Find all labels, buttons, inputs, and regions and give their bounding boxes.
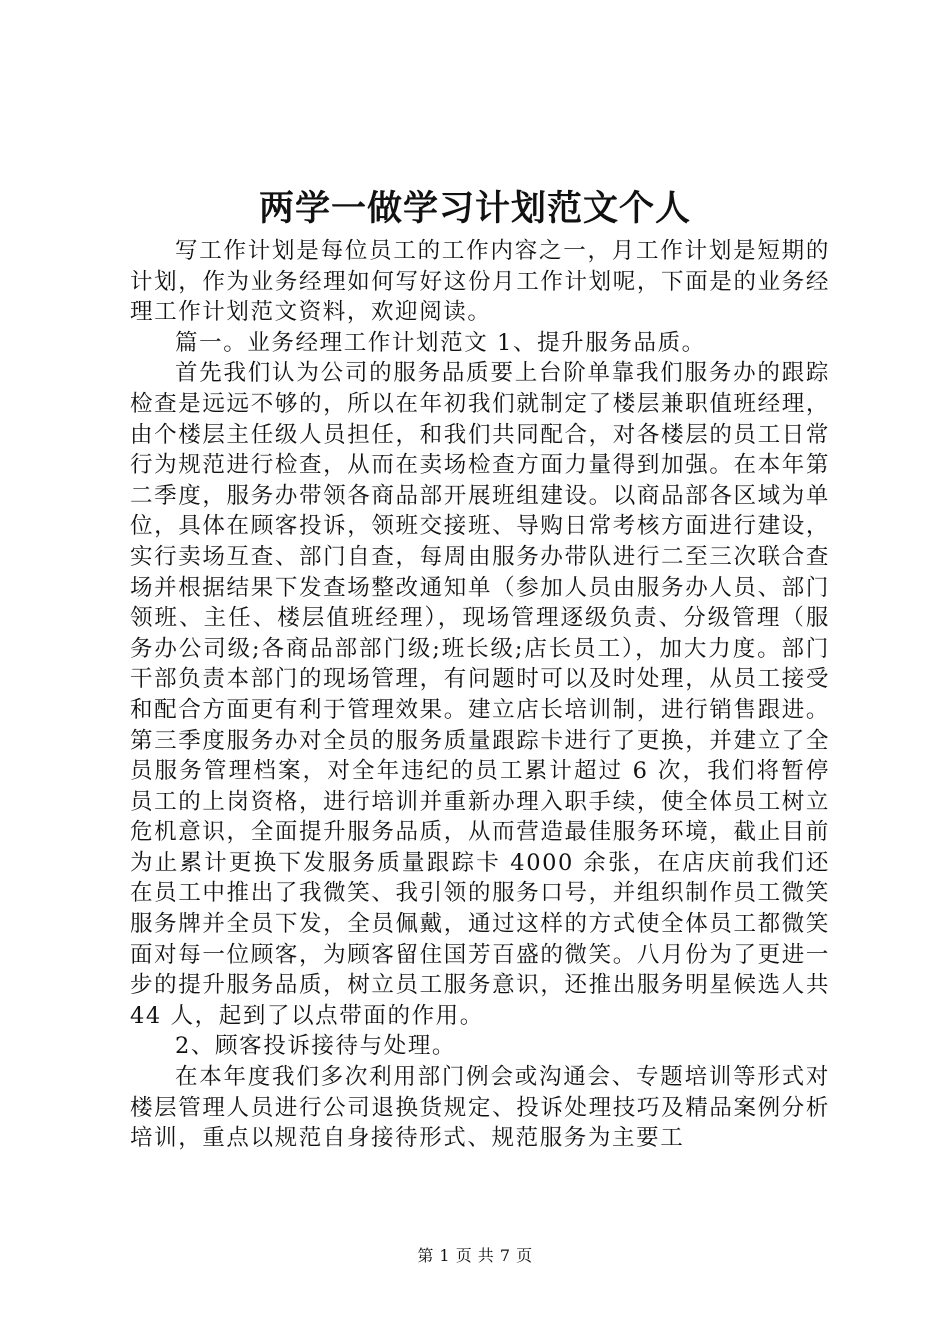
document-body [130,236,830,1154]
document-title: 两学一做学习计划范文个人 [258,188,691,229]
paragraph-complaint-handling: 在本年度我们多次利用部门例会或沟通会、专题培训等形式对楼层管理人员进行公司退换货规定、投诉处理技巧及精品案例分析培训，重点以规范自身接待形式、规范服务为主要工 [130,1064,830,1152]
paragraph-intro: 写工作计划是每位员工的工作内容之一，月工作计划是短期的计划，作为业务经理如何写好这份月工作计划呢，下面是的业务经理工作计划范文资料，欢迎阅读。 [130,238,830,326]
page-number-footer: 第 1 页 共 7 页 [417,1246,533,1265]
paragraph-service-quality: 首先我们认为公司的服务品质要上台阶单靠我们服务办的跟踪检查是远远不够的，所以在年初我们就制定了楼层兼职值班经理，由个楼层主任级人员担任，和我们共同配合，对各楼层的员工日常行为规范进行检查，从而在卖场检查方面力量得到加强。在本年第二季度，服务办带领各商品部开展班组建设。以商品部各区域为单位，具体在顾客投诉，领班交接班、导购日常考核方面进行建设，实行卖场互查、部门自查，每周由服务办带队进行二至三次联合查场并根据结果下发查场整改通知单（参加人员由服务办人员、部门领班、主任、楼层值班经理），现场管理逐级负责、分级管理（服务办公司级;各商品部部门级;班长级;店长员工），加大力度。部门干部负责本部门的现场管理，有问题时可以及时处理，从员工接受和配合方面更有利于管理效果。建立店长培训制，进行销售跟进。第三季度服务办对全员的服务质量跟踪卡进行了更换，并建立了全员服务管理档案，对全年违纪的员工累计超过 6 次，我们将暂停员工的上岗资格，进行培训并重新办理入职手续，使全体员工树立危机意识，全面提升服务品质，从而营造最佳服务环境，截止目前为止累计更换下发服务质量跟踪卡 4000 余张，在店庆前我们还在员工中推出了我微笑、我引领的服务口号，并组织制作员工微笑服务牌并全员下发，全员佩戴，通过这样的方式使全体员工都微笑面对每一位顾客，为顾客留住国芳百盛的微笑。八月份为了更进一步的提升服务品质，树立员工服务意识，还推出服务明星候选人共 44 人，起到了以点带面的作用。 [130,360,830,1029]
paragraph-section-2-heading: 2、顾客投诉接待与处理。 [175,1033,457,1060]
paragraph-section-1-heading: 篇一。业务经理工作计划范文 1、提升服务品质。 [175,329,706,356]
